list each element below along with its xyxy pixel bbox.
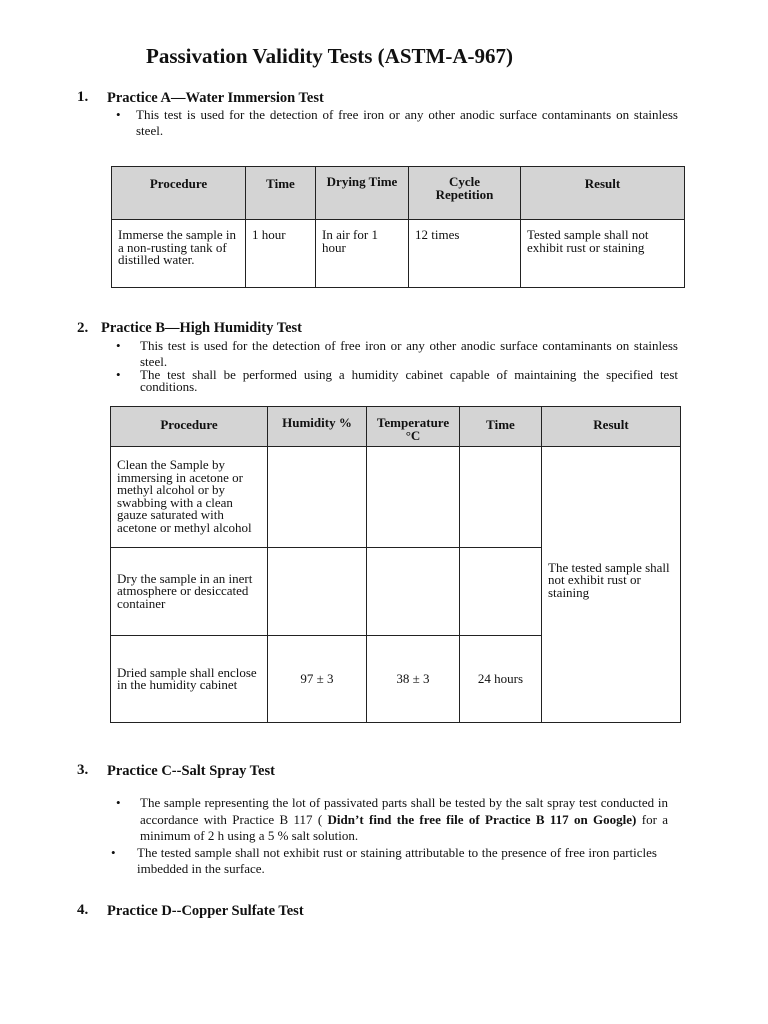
section-4-title: Practice D--Copper Sulfate Test bbox=[107, 903, 304, 919]
header-result: Result bbox=[542, 407, 681, 447]
bullet-icon: • bbox=[116, 338, 121, 353]
header-time: Time bbox=[246, 167, 316, 220]
cell-temperature bbox=[367, 447, 460, 548]
header-temperature: Temperature °C bbox=[367, 407, 460, 447]
page-title: Passivation Validity Tests (ASTM-A-967) bbox=[146, 44, 513, 68]
section-4-number: 4. bbox=[77, 902, 89, 918]
section-2-title: Practice B—High Humidity Test bbox=[101, 320, 302, 336]
cell-temperature: 38 ± 3 bbox=[367, 636, 460, 723]
cell-result: Tested sample shall not exhibit rust or staining bbox=[521, 220, 685, 288]
bullet-icon: • bbox=[111, 845, 116, 860]
cell-drying-time: In air for 1 hour bbox=[316, 220, 409, 288]
cell-procedure: Clean the Sample by immersing in acetone or methyl alcohol or by swabbing with a clean gauze saturated with acetone or methyl alcohol bbox=[111, 447, 268, 548]
cell-time: 24 hours bbox=[460, 636, 542, 723]
cell-cycle: 12 times bbox=[409, 220, 521, 288]
cell-humidity bbox=[268, 447, 367, 548]
section-2-bullet-1 bbox=[116, 338, 678, 370]
table-row bbox=[111, 447, 681, 548]
bullet-icon: • bbox=[116, 795, 121, 810]
table-header-row bbox=[111, 407, 681, 447]
header-cycle-repetition: Cycle Repetition bbox=[409, 167, 521, 220]
bullet-text: The test shall be performed using a humidity cabinet capable of maintaining the specified test conditions. bbox=[140, 367, 678, 394]
section-1-bullet bbox=[116, 107, 678, 139]
cell-procedure: Dried sample shall enclose in the humidity cabinet bbox=[111, 636, 268, 723]
header-time: Time bbox=[460, 407, 542, 447]
cell-temperature bbox=[367, 548, 460, 636]
section-3-bullet-2 bbox=[111, 845, 657, 877]
table-header-row bbox=[112, 167, 685, 220]
bullet-icon: • bbox=[116, 367, 121, 382]
cell-humidity bbox=[268, 548, 367, 636]
cell-humidity: 97 ± 3 bbox=[268, 636, 367, 723]
section-3-bullet-1 bbox=[116, 795, 668, 845]
section-1-title: Practice A—Water Immersion Test bbox=[107, 90, 324, 106]
cell-procedure: Immerse the sample in a non-rusting tank of distilled water. bbox=[112, 220, 246, 288]
bullet-text: The tested sample shall not exhibit rust or staining attributable to the presence of free iron particles imbedded in the surface. bbox=[137, 845, 657, 876]
practice-a-table bbox=[111, 166, 685, 288]
header-procedure: Procedure bbox=[112, 167, 246, 220]
bullet-text: This test is used for the detection of free iron or any other anodic surface contaminants on stainless steel. bbox=[140, 338, 678, 369]
bullet-text: The sample representing the lot of passivated parts shall be tested by the salt spray test conducted in accordance with Practice B 117 ( Didn’t find the free file of Practice B 117 on Google) for a minimum of 2 h using a 5 % salt solution. bbox=[140, 795, 669, 843]
section-3-number: 3. bbox=[77, 762, 89, 778]
cell-time bbox=[460, 447, 542, 548]
cell-time: 1 hour bbox=[246, 220, 316, 288]
header-procedure: Procedure bbox=[111, 407, 268, 447]
header-drying-time: Drying Time bbox=[316, 167, 409, 220]
header-humidity: Humidity % bbox=[268, 407, 367, 447]
section-2-number: 2. bbox=[77, 320, 89, 336]
practice-b-table bbox=[110, 406, 681, 723]
bullet-text: This test is used for the detection of free iron or any other anodic surface contaminants on stainless steel. bbox=[136, 107, 678, 138]
section-3-title: Practice C--Salt Spray Test bbox=[107, 763, 275, 779]
table-row bbox=[112, 220, 685, 288]
section-2-bullet-2 bbox=[116, 369, 678, 393]
bullet-icon: • bbox=[116, 107, 121, 122]
cell-procedure: Dry the sample in an inert atmosphere or desiccated container bbox=[111, 548, 268, 636]
cell-time bbox=[460, 548, 542, 636]
section-1-number: 1. bbox=[77, 89, 89, 105]
cell-result: The tested sample shall not exhibit rust or staining bbox=[542, 447, 681, 723]
header-result: Result bbox=[521, 167, 685, 220]
